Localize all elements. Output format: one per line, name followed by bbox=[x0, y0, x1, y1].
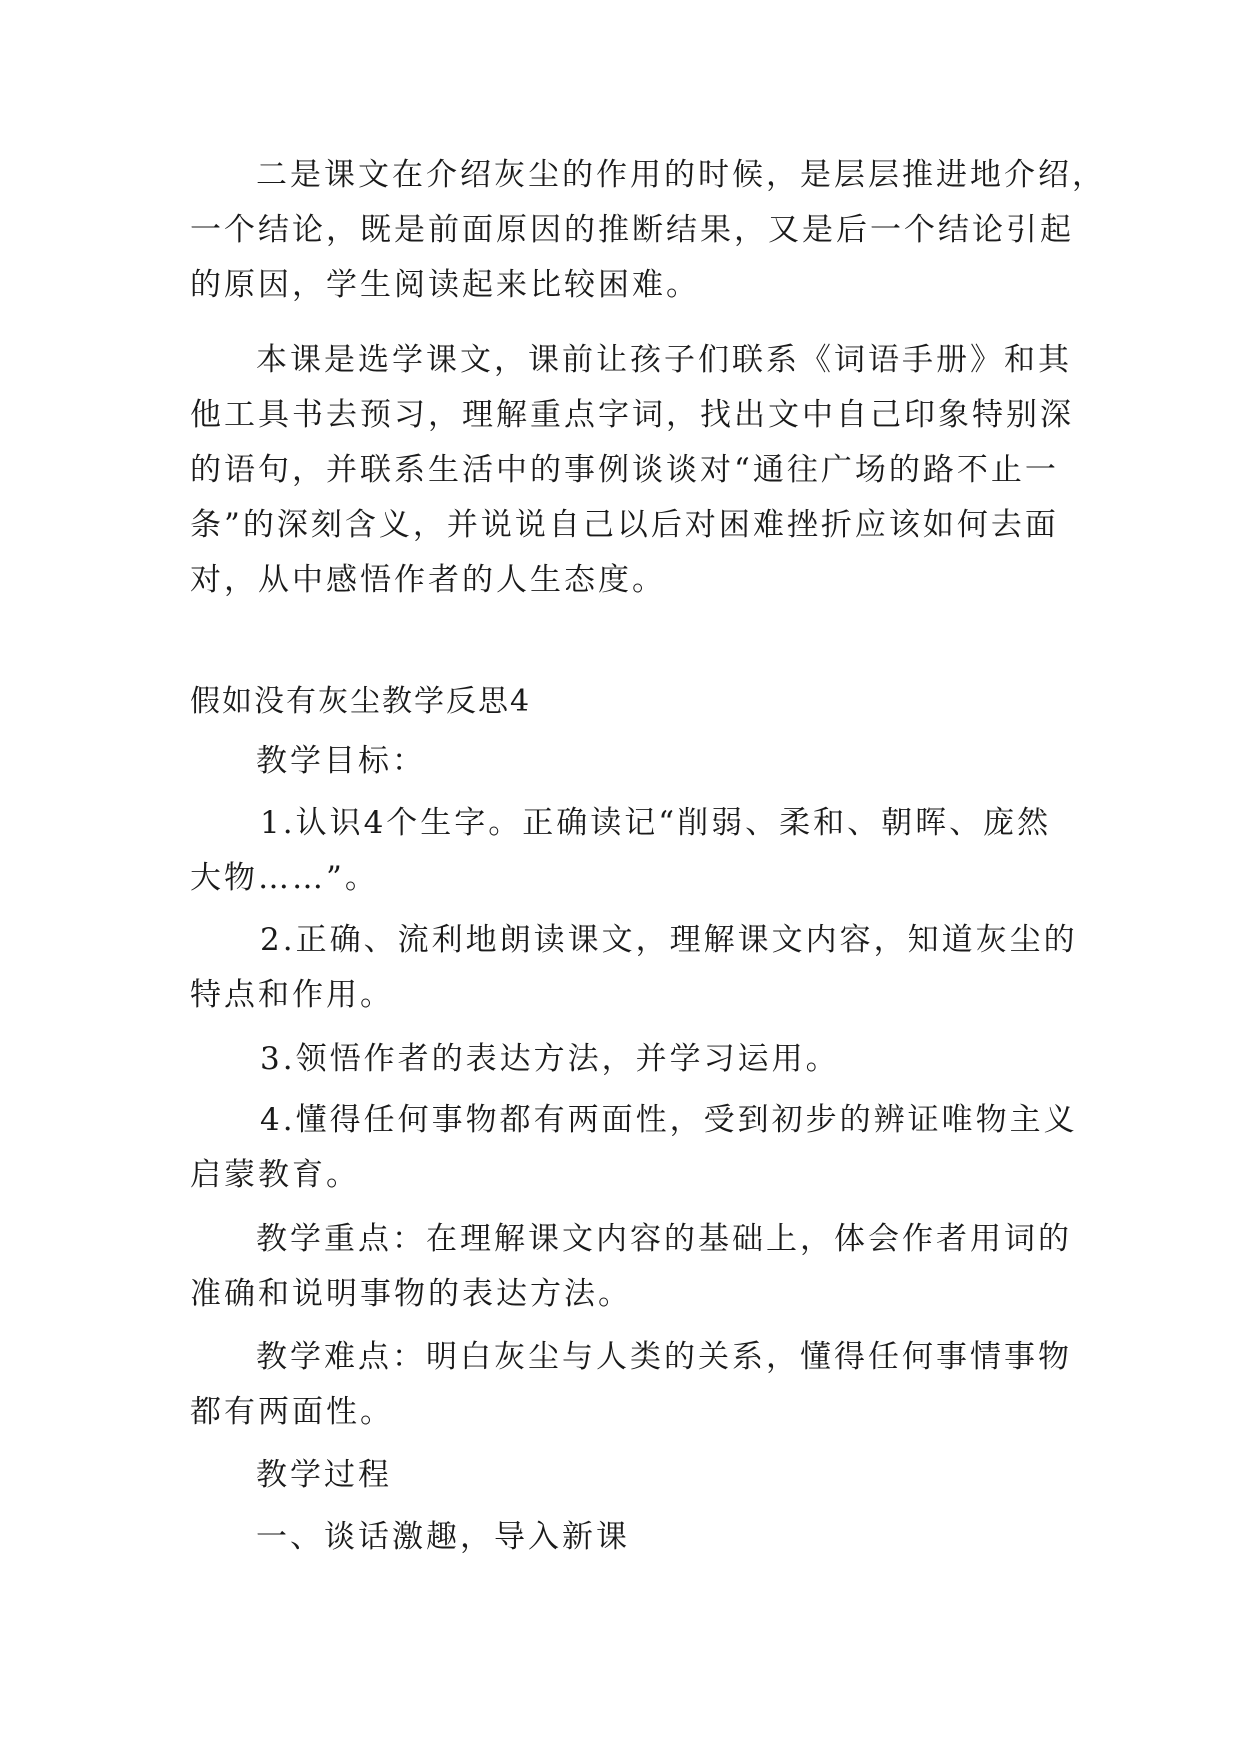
step-1-block bbox=[190, 1510, 1050, 1565]
paragraph-line: 条”的深刻含义，并说说自己以后对困难挫折应该如何去面 bbox=[190, 507, 1059, 543]
section-title: 假如没有灰尘教学反思4 bbox=[190, 684, 532, 719]
goal-line: 启蒙教育。 bbox=[190, 1157, 360, 1193]
goals-label-block bbox=[190, 734, 1050, 789]
goal-1 bbox=[190, 796, 1050, 906]
process-label: 教学过程 bbox=[256, 1457, 392, 1493]
goal-line: 2.正确、流利地朗读课文，理解课文内容，知道灰尘的 bbox=[260, 922, 1078, 958]
goal-line: 特点和作用。 bbox=[190, 977, 394, 1013]
goal-4 bbox=[190, 1093, 1078, 1203]
paragraph-lesson-prep bbox=[190, 333, 1074, 608]
paragraph-line: 他工具书去预习，理解重点字词，找出文中自己印象特别深 bbox=[190, 397, 1074, 433]
goal-line: 大物……”。 bbox=[190, 860, 379, 896]
goals-label: 教学目标： bbox=[256, 743, 426, 779]
paragraph-line: 对，从中感悟作者的人生态度。 bbox=[190, 562, 666, 598]
teaching-difficulty bbox=[190, 1330, 1072, 1440]
paragraph-line: 二是课文在介绍灰尘的作用的时候，是层层推进地介绍， bbox=[256, 157, 1106, 193]
goal-3 bbox=[190, 1032, 1050, 1087]
goal-line: 1.认识4个生字。正确读记“削弱、柔和、朝晖、庞然 bbox=[260, 805, 1052, 841]
key-point-line: 准确和说明事物的表达方法。 bbox=[190, 1276, 632, 1312]
difficulty-line: 都有两面性。 bbox=[190, 1394, 394, 1430]
step-1-heading: 一、谈话激趣，导入新课 bbox=[256, 1519, 630, 1555]
paragraph-dust-function bbox=[190, 148, 1106, 313]
paragraph-line: 的原因，学生阅读起来比较困难。 bbox=[190, 267, 700, 303]
key-point-line: 教学重点：在理解课文内容的基础上，体会作者用词的 bbox=[256, 1221, 1072, 1257]
goal-line: 4.懂得任何事物都有两面性，受到初步的辨证唯物主义 bbox=[260, 1102, 1078, 1138]
goal-line: 3.领悟作者的表达方法，并学习运用。 bbox=[260, 1041, 840, 1077]
goal-2 bbox=[190, 913, 1078, 1023]
paragraph-line: 的语句，并联系生活中的事例谈谈对“通往广场的路不止一 bbox=[190, 452, 1059, 488]
paragraph-line: 一个结论，既是前面原因的推断结果，又是后一个结论引起 bbox=[190, 212, 1074, 248]
paragraph-line: 本课是选学课文，课前让孩子们联系《词语手册》和其 bbox=[256, 342, 1072, 378]
difficulty-line: 教学难点：明白灰尘与人类的关系，懂得任何事情事物 bbox=[256, 1339, 1072, 1375]
process-label-block bbox=[190, 1448, 1050, 1503]
teaching-key-point bbox=[190, 1212, 1072, 1322]
